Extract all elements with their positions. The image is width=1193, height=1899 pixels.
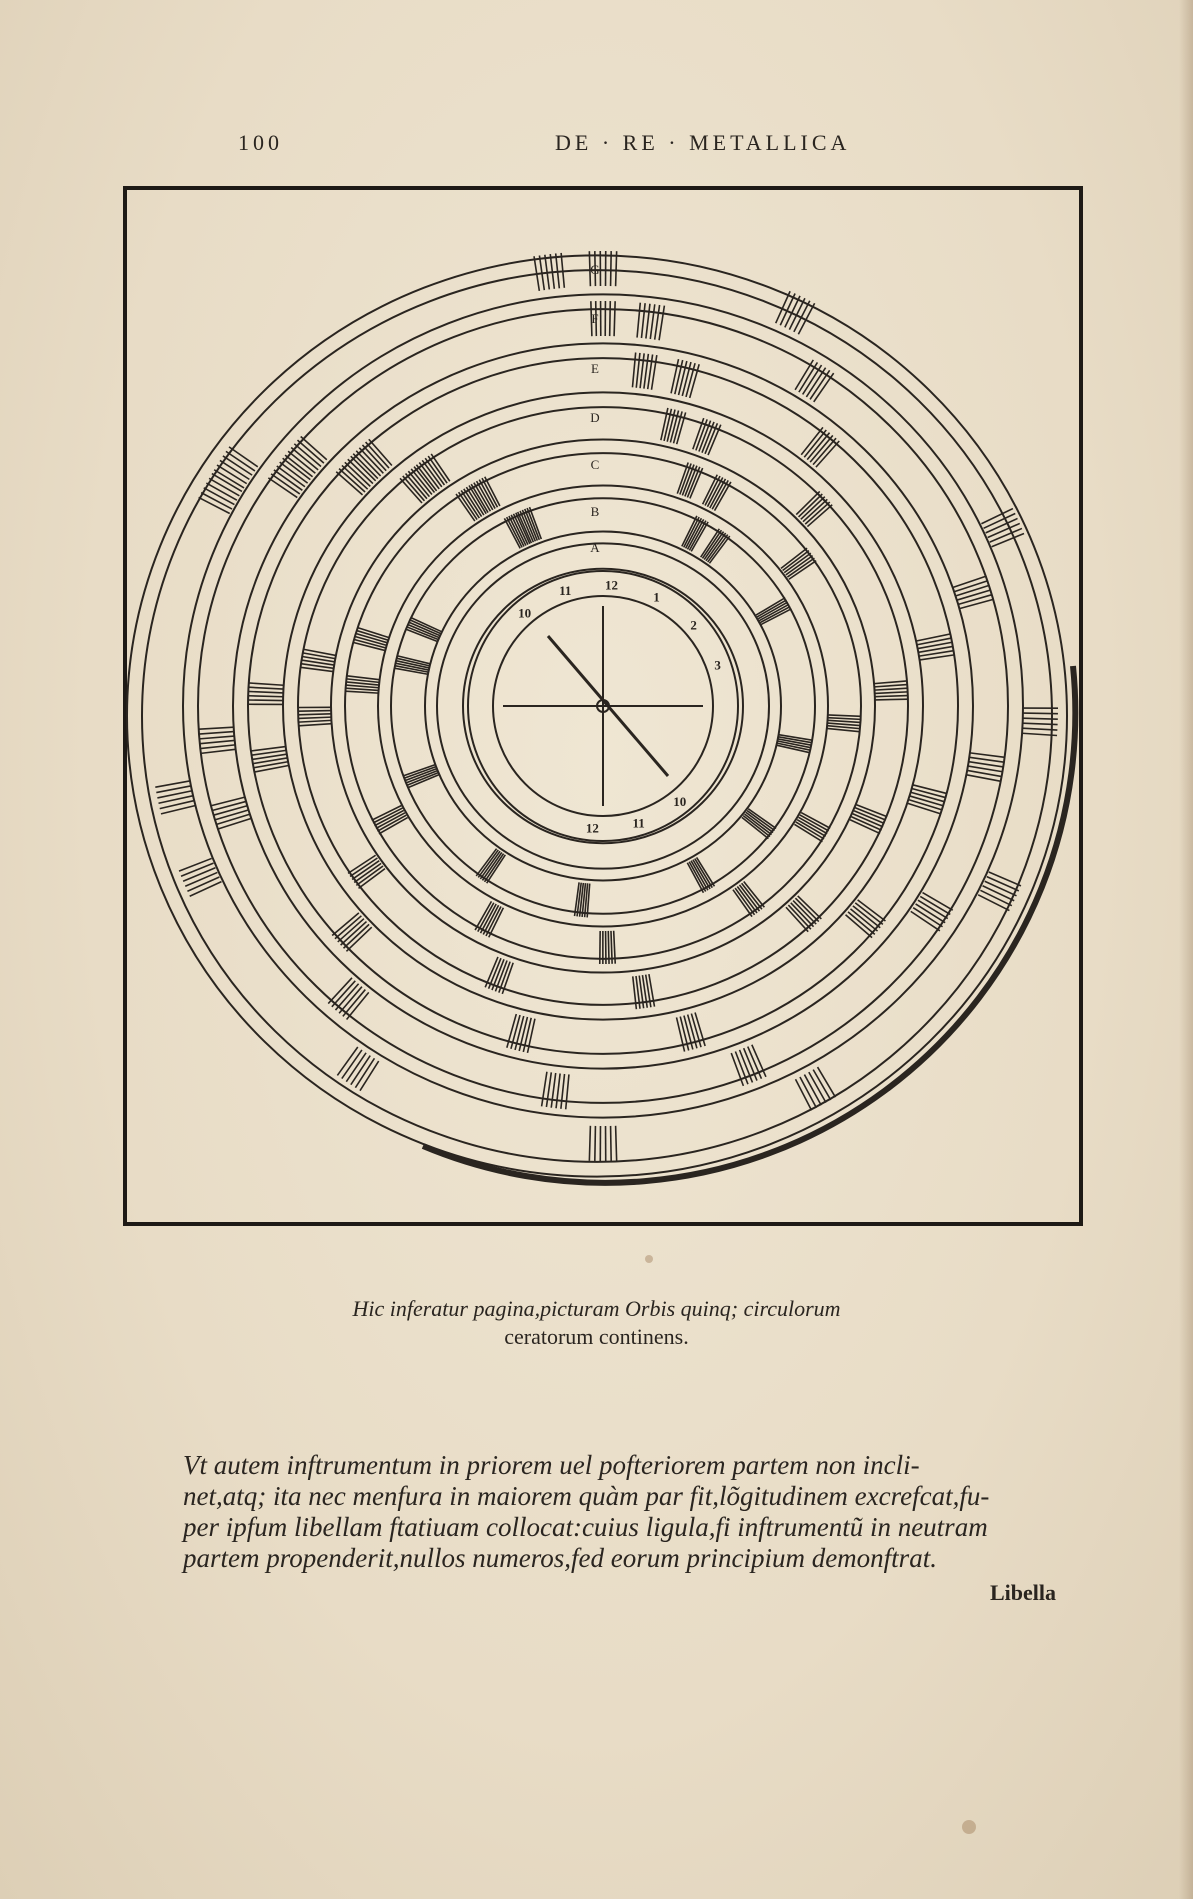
hatch-mark: [960, 599, 994, 608]
hatch-mark: [201, 749, 236, 753]
hatch-mark: [659, 306, 664, 341]
hatch-mark: [589, 1126, 590, 1161]
hatch-mark: [403, 476, 425, 501]
hatch-mark: [970, 753, 1005, 757]
hatch-mark: [610, 301, 611, 336]
hatch-mark: [640, 353, 644, 388]
hatch-mark: [992, 533, 1024, 546]
hatch-mark: [346, 688, 379, 690]
dial-number: 11: [632, 815, 645, 831]
hatch-mark: [274, 470, 302, 490]
hatch-mark: [913, 908, 942, 927]
ring-label: E: [591, 361, 599, 376]
hatch-mark: [743, 816, 770, 837]
hatch-mark: [911, 911, 940, 930]
hatch-mark: [251, 747, 286, 751]
hatch-mark: [874, 685, 907, 687]
hatch-mark: [637, 303, 640, 338]
hatch-mark: [283, 458, 311, 479]
hatch-mark: [687, 467, 699, 498]
hatch-mark: [608, 931, 609, 964]
hatch-mark: [1023, 713, 1058, 714]
hatch-mark: [646, 304, 650, 339]
hatch-mark: [216, 814, 249, 824]
hatch-mark: [199, 732, 234, 734]
hatch-mark: [913, 785, 947, 794]
hatch-mark: [199, 736, 234, 739]
hatch-mark: [546, 1072, 551, 1107]
hatch-mark: [875, 692, 908, 694]
hatch-mark: [796, 491, 819, 514]
hatch-mark: [798, 896, 822, 919]
hatch-mark: [213, 806, 247, 815]
hatch-mark: [339, 987, 362, 1014]
hatch-mark: [875, 696, 908, 697]
hatch-mark: [298, 720, 331, 722]
hatch-mark: [814, 373, 834, 402]
hatch-mark: [199, 727, 234, 729]
hatch-mark: [345, 691, 378, 693]
caption-line-2: ceratorum continens.: [504, 1324, 689, 1349]
hatch-mark: [328, 978, 352, 1004]
hatch-mark: [746, 812, 773, 832]
hatch-mark: [611, 1126, 612, 1161]
hatch-mark: [788, 905, 810, 929]
hatch-mark: [875, 688, 908, 690]
catchword: Libella: [990, 1580, 1057, 1605]
ring-label: G: [590, 262, 600, 277]
hatch-mark: [374, 810, 403, 825]
hatch-mark: [685, 466, 697, 497]
hatch-mark: [335, 984, 358, 1010]
hatch-mark: [280, 462, 308, 483]
hatch-mark: [298, 711, 331, 712]
hatch-mark: [249, 683, 284, 685]
hatch-mark: [217, 819, 250, 830]
hatch-mark: [875, 699, 908, 700]
hatch-mark: [614, 301, 615, 336]
hatch-mark: [828, 720, 861, 722]
hatch-mark: [406, 474, 427, 499]
dial-number: 10: [673, 793, 687, 809]
caption-line-1: Hic inferatur pagina,picturam Orbis quinq; circulorum: [352, 1296, 841, 1321]
hatch-mark: [400, 478, 422, 503]
hatch-mark: [347, 992, 369, 1019]
hatch-mark: [298, 717, 331, 718]
hatch-mark: [969, 762, 1004, 767]
ring-circle: [127, 255, 1067, 1176]
hatch-mark: [212, 802, 246, 811]
hatch-mark: [807, 505, 832, 527]
hatch-mark: [200, 745, 235, 749]
ring-label: F: [591, 311, 599, 326]
hatch-mark: [268, 478, 297, 498]
hatch-mark: [793, 901, 816, 925]
hatch-mark: [285, 455, 312, 477]
hatch-mark: [801, 497, 825, 520]
hatch-mark: [288, 451, 315, 473]
ring-label: C: [590, 457, 600, 472]
dial-number: 12: [585, 820, 599, 836]
hatch-mark: [956, 585, 989, 595]
hatch-mark: [200, 740, 235, 743]
hatch-mark: [955, 581, 988, 592]
woodcut-figure: [123, 186, 1083, 1226]
hatch-mark: [1023, 718, 1058, 719]
hatch-mark: [707, 477, 722, 506]
hatch-mark: [747, 811, 775, 831]
hatch-mark: [377, 815, 406, 831]
hatch-mark: [211, 797, 245, 806]
figure-caption: [0, 1295, 1193, 1351]
hatch-mark: [271, 474, 300, 494]
hatch-mark: [297, 440, 323, 463]
hatch-mark: [803, 499, 827, 521]
hatch-mark: [959, 595, 993, 605]
dial-number: 1: [653, 589, 660, 605]
hatch-mark: [248, 687, 283, 689]
hatch-mark: [957, 590, 991, 600]
hatch-mark: [805, 502, 830, 524]
hatch-mark: [874, 681, 907, 684]
running-title: DE · RE · METALLICA: [555, 130, 851, 155]
hatch-mark: [953, 576, 986, 587]
hatch-mark: [912, 789, 946, 798]
hatch-mark: [786, 907, 808, 931]
hatch-mark: [566, 1074, 569, 1109]
ink-spot: [645, 1255, 653, 1263]
hatch-mark: [632, 353, 635, 388]
hatch-mark: [641, 303, 645, 338]
hatch-mark: [636, 353, 640, 388]
hatch-mark: [248, 691, 283, 692]
dial-number: 3: [714, 657, 721, 673]
ring-label: A: [590, 540, 600, 555]
hatch-mark: [705, 476, 720, 505]
body-line-2: net,atq; ita nec menfura in maiorem quàm par fit,lõgitudinem excrefcat,fu-: [183, 1481, 990, 1511]
hatch-mark: [616, 251, 617, 286]
hatch-mark: [343, 990, 365, 1017]
hatch-mark: [644, 354, 648, 389]
hatch-mark: [850, 820, 880, 834]
hatch-mark: [810, 370, 830, 399]
hatch-mark: [294, 444, 321, 467]
body-line-3: per ipfum libellam ftatiuam collocat:cuius ligula,fi inftrumentũ in neutram: [183, 1512, 988, 1542]
hatch-mark: [248, 696, 283, 697]
hatch-mark: [181, 863, 213, 876]
hatch-mark: [277, 466, 305, 487]
hatch-mark: [486, 907, 501, 936]
hatch-mark: [969, 757, 1004, 762]
hatch-mark: [561, 1074, 565, 1109]
hatch-mark: [595, 1126, 596, 1161]
page-edge-shadow: [1179, 0, 1193, 1899]
hatch-mark: [827, 723, 860, 725]
disc-rim: [423, 666, 1075, 1183]
hatch-mark: [179, 858, 212, 871]
hatch-mark: [155, 781, 189, 787]
hatch-mark: [298, 714, 331, 715]
hatch-mark: [556, 1074, 560, 1109]
ring-label: B: [590, 504, 600, 519]
orbis-circles-diagram: [123, 186, 1083, 1226]
hatch-mark: [478, 903, 494, 932]
hatch-mark: [301, 436, 327, 459]
ink-spot: [962, 1820, 976, 1834]
ring-circle: [142, 270, 1052, 1162]
hatch-mark: [712, 480, 728, 509]
hatch-mark: [214, 810, 248, 820]
hatch-mark: [483, 905, 498, 934]
page-header: [0, 130, 1193, 160]
hatch-mark: [803, 365, 822, 394]
hatch-mark: [542, 1072, 547, 1107]
hatch-mark: [332, 981, 355, 1007]
hatch-mark: [551, 1073, 555, 1108]
dial-number: 10: [518, 605, 532, 621]
hatch-mark: [408, 471, 429, 496]
hatch-mark: [655, 305, 660, 340]
hatch-mark: [799, 494, 823, 517]
hatch-mark: [248, 700, 283, 701]
hatch-mark: [346, 685, 379, 688]
hatch-mark: [806, 368, 825, 397]
dial-number: 12: [605, 577, 619, 593]
ring-label: D: [590, 410, 600, 425]
body-line-1: Vt autem inftrumentum in priorem uel pofteriorem partem non incli-: [183, 1450, 920, 1480]
hatch-mark: [745, 814, 772, 835]
hatch-mark: [616, 1126, 617, 1161]
dial-number: 11: [559, 582, 572, 598]
hatch-mark: [373, 808, 402, 823]
page-number: 100: [238, 130, 283, 155]
hatch-mark: [828, 718, 861, 720]
hatch-mark: [611, 251, 612, 286]
dial-number: 2: [690, 617, 697, 633]
hatch-mark: [650, 304, 654, 339]
hatch-mark: [299, 724, 332, 726]
hatch-mark: [791, 903, 814, 927]
hatch-mark: [795, 898, 818, 921]
body-line-4: partem propenderit,nullos numeros,fed eorum principium demonftrat.: [183, 1543, 937, 1573]
hatch-mark: [291, 448, 318, 470]
hatch-mark: [485, 477, 500, 506]
hatch-mark: [828, 715, 861, 716]
body-paragraph: [183, 1450, 1063, 1574]
